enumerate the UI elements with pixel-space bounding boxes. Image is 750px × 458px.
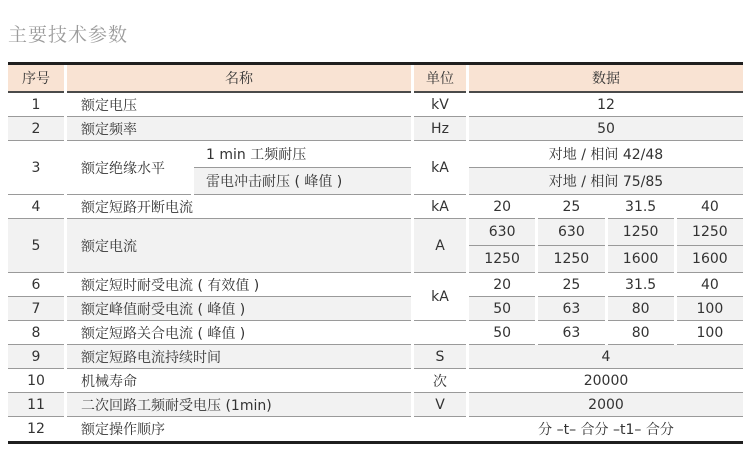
data-value: 1250 [538, 246, 604, 273]
row-subname: 雷电冲击耐压 ( 峰值 ) [194, 168, 411, 195]
column-stack [194, 141, 411, 195]
row-number: 9 [8, 345, 64, 369]
row-name: 额定峰值耐受电流 ( 峰值 ) [67, 297, 411, 321]
row-unit: S [414, 345, 466, 369]
column-stack [469, 117, 743, 141]
table-row [8, 93, 743, 117]
column-stack [469, 369, 743, 393]
data-value: 1600 [677, 246, 743, 273]
row-number: 8 [8, 321, 64, 345]
data-value: 25 [538, 273, 604, 297]
column-stack [469, 393, 743, 417]
header-name: 名称 [67, 65, 411, 93]
row-name: 机械寿命 [67, 369, 411, 393]
row-name: 额定短路开断电流 [67, 195, 411, 219]
data-value: 1250 [608, 219, 674, 246]
page-title: 主要技术参数 [8, 24, 129, 46]
row-name: 额定电压 [67, 93, 411, 117]
header-unit: 单位 [414, 65, 466, 93]
data-value: 31.5 [608, 195, 674, 219]
column-stack [469, 417, 743, 441]
table-row [8, 393, 743, 417]
column-stack [469, 273, 743, 321]
data-value: 分 –t– 合分 –t1– 合分 [469, 417, 743, 441]
table-row [8, 369, 743, 393]
data-subrow [469, 321, 743, 345]
data-value: 对地 / 相间 75/85 [469, 168, 743, 195]
row-number: 11 [8, 393, 64, 417]
table-row [8, 195, 743, 219]
data-value: 20 [469, 195, 535, 219]
header-data: 数据 [469, 65, 743, 93]
data-value: 40 [677, 195, 743, 219]
row-name: 额定操作顺序 [67, 417, 411, 441]
data-value: 12 [469, 93, 743, 117]
data-subrow [469, 273, 743, 297]
data-value: 4 [469, 345, 743, 369]
data-value: 50 [469, 321, 535, 345]
table-header-row [8, 65, 743, 93]
row-number: 7 [8, 297, 64, 321]
row-number: 2 [8, 117, 64, 141]
parameters-table [8, 62, 743, 444]
data-value: 20 [469, 273, 535, 297]
table-row [8, 345, 743, 369]
column-stack [67, 273, 411, 321]
column-stack [469, 345, 743, 369]
column-stack [469, 141, 743, 195]
row-unit: V [414, 393, 466, 417]
data-value: 50 [469, 297, 535, 321]
data-subrow [469, 246, 743, 273]
row-name: 二次回路工频耐受电压 (1min) [67, 393, 411, 417]
row-unit: A [414, 219, 466, 273]
data-subrow [469, 219, 743, 246]
data-subrow [469, 195, 743, 219]
row-number: 4 [8, 195, 64, 219]
row-unit: kA [414, 273, 466, 321]
header-no: 序号 [8, 65, 64, 93]
row-unit: 次 [414, 369, 466, 393]
table-row [8, 117, 743, 141]
row-name: 额定短路电流持续时间 [67, 345, 411, 369]
data-value: 100 [677, 297, 743, 321]
row-name: 额定短路关合电流 ( 峰值 ) [67, 321, 411, 345]
data-value: 80 [608, 297, 674, 321]
table-row [8, 321, 743, 345]
data-value: 1250 [469, 246, 535, 273]
row-name: 额定频率 [67, 117, 411, 141]
row-name: 额定短时耐受电流 ( 有效值 ) [67, 273, 411, 297]
column-stack [8, 273, 64, 321]
data-value: 63 [538, 297, 604, 321]
data-value: 80 [608, 321, 674, 345]
column-stack [469, 195, 743, 219]
row-number: 6 [8, 273, 64, 297]
row-name: 额定绝缘水平 [67, 141, 191, 195]
row-unit: kA [414, 195, 466, 219]
data-value: 630 [469, 219, 535, 246]
data-value: 630 [538, 219, 604, 246]
row-number: 12 [8, 417, 64, 441]
row-name: 额定电流 [67, 219, 411, 273]
row-unit: kA [414, 141, 466, 195]
data-value: 50 [469, 117, 743, 141]
row-unit [414, 321, 466, 345]
row-number: 10 [8, 369, 64, 393]
column-stack [469, 93, 743, 117]
row-number: 3 [8, 141, 64, 195]
data-value: 25 [538, 195, 604, 219]
data-value: 对地 / 相间 42/48 [469, 141, 743, 168]
table-row [8, 273, 743, 321]
data-value: 63 [538, 321, 604, 345]
table-row [8, 141, 743, 195]
data-value: 1250 [677, 219, 743, 246]
data-value: 2000 [469, 393, 743, 417]
row-number: 1 [8, 93, 64, 117]
row-number: 5 [8, 219, 64, 273]
row-subname: 1 min 工频耐压 [194, 141, 411, 168]
data-value: 40 [677, 273, 743, 297]
column-stack [469, 219, 743, 273]
data-value: 31.5 [608, 273, 674, 297]
row-unit: kV [414, 93, 466, 117]
data-subrow [469, 297, 743, 321]
data-value: 20000 [469, 369, 743, 393]
table-row [8, 219, 743, 273]
table-row [8, 417, 743, 441]
column-stack [469, 321, 743, 345]
data-value: 1600 [608, 246, 674, 273]
row-unit [414, 417, 466, 441]
data-value: 100 [677, 321, 743, 345]
row-unit: Hz [414, 117, 466, 141]
